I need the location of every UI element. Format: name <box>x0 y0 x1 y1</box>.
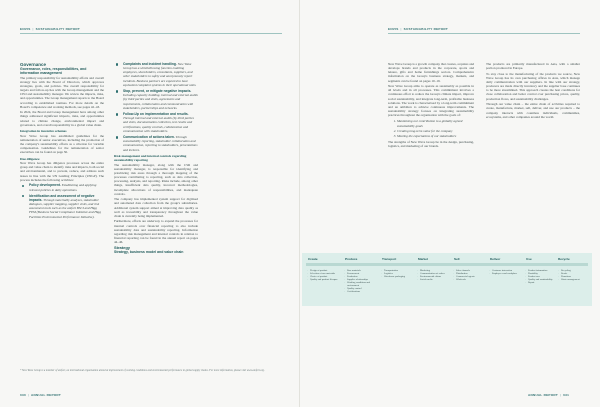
stage-deliver: Deliver <box>490 257 501 261</box>
strategy-column <box>388 62 474 150</box>
list-item: 2. Creating long-term value for the company <box>397 129 474 133</box>
due-diligence-paragraph: New Wave Group has diligence processes across the entire group and value chain to identify risks and impacts, both social and environmental, and to prevent, reduce, and address such issues in line with the UN Guiding Principles (UNGP). The process includes the following activities: <box>20 161 104 182</box>
list-item: 3. Meeting the expectations of our stakeholders <box>397 134 474 138</box>
stage-item: · Transportation <box>381 269 414 272</box>
footnote: * New Wave Group is a member of amfori, an international organisation aimed at improvement of working conditions and environmental performance in global supply chains. For more information, please visit www.amfori.org. <box>20 369 265 372</box>
stage-item: · Working conditions and environment <box>344 281 378 287</box>
stage-item: · Logistics <box>381 272 414 275</box>
stage-item: · Procurement <box>344 272 378 275</box>
stage-item: · Design of product <box>307 269 339 272</box>
stage-item: · Donations <box>558 275 590 278</box>
stage-item: · Product information <box>525 269 556 272</box>
stage-item: · Certifications <box>344 290 378 293</box>
supply-paragraph-1: The products are primarily manufactured in Asia, with a smaller portion produced in Europe. <box>486 62 580 71</box>
incentive-paragraph: New Wave Group has established guidelines for the remuneration of senior executives, including the promotion of the company's sustainability efforts as a criterion for variable compensation. Guidelines for the remuneration of senior executives can be found on page 36. <box>20 133 104 155</box>
stage-items-recycle <box>558 269 590 281</box>
stage-transport: Transport <box>382 257 397 261</box>
stage-market: Market <box>418 257 428 261</box>
list-item: 1. Maximising our contribution to a globally agreed sustainability goals <box>397 119 474 127</box>
header-rule <box>388 33 580 34</box>
stage-item: · Production <box>344 275 378 278</box>
strategy-paragraph-2: New Wave Group aims to operate as sustainably as possible in all levels and in all processes. This commitment involves a continuous effort to reduce the Group's climate impact, improve social sustainability, and integrate long-term, profitable business solutions. The work is characterised by a long-term commitment and an ambition to achieve continuous improvements. The sustainability strategy focuses on integrating sustainability practices throughout the organisation with the goals of: <box>388 84 474 118</box>
governance-column <box>20 62 104 221</box>
value-chain-stages <box>302 257 592 264</box>
stage-items-market <box>417 269 450 281</box>
stage-item: · Wholesale <box>453 278 486 281</box>
strategy-paragraph-1: New Wave Group is a growth company that creates, acquires and develops brands and products in the corporate, sports and leisure, gifts and home furnishings sectors. Comprehensive information on the Group's business strategy, markets, and segments can be found on pages 10–19. <box>388 62 475 83</box>
list-item: Identification and assessment of negative impacts. Through materiality analyses, stakeholder dialogues, supplier mapping, supplier visits, and risk assessment tools such as the amfori BSCI and Higg FEM (Business Social Compliance Initiative and Higg Facilities Environmental Performance Initiative). <box>20 194 104 219</box>
stage-recycle: Recycle <box>558 257 570 261</box>
strategy-subtitle: Strategy, business model and value chain <box>114 250 184 255</box>
stage-item: · Repair <box>525 281 556 284</box>
stage-item: · Selection of raw materials <box>307 272 339 275</box>
governance-paragraph-1: The primary responsibility for sustainability efforts and overall strategy lies with the Board of Directors, which approves strategies, goals, and policies. The overall responsibility for targets and follow-up lies with the Group management and the CEO and sustainability manager. We review the impacts, risks, and opportunities. The Group management reports to the Board according to established routines. For more details on the Board's competence and working methods, see pages 42–43. <box>20 75 104 109</box>
stage-item: · Quality and sustainability <box>525 278 556 281</box>
governance-subtitle: Governance, roles, responsibilities, and information management <box>20 67 87 76</box>
stage-item: · Product care <box>525 275 556 278</box>
stage-item: · Waste management <box>558 278 590 281</box>
stage-item: · Warehouse packaging <box>381 275 414 278</box>
supply-paragraph-2: To stay close to the manufacturing of the products we source, New Wave Group has its own purchasing offices in Asia, which manage daily communication with our suppliers. In line with our strategy, producers are made directly inventory and the supplier base continues to be more streamlined. This approach creates the best conditions for close collaboration and better control over purchasing prices, quality, production flows, and sustainability challenges. <box>486 71 580 101</box>
stage-produce: Produce <box>345 257 358 261</box>
stage-items-create <box>307 269 339 281</box>
stage-item: · Recycling <box>558 269 590 272</box>
stage-sell: Sell <box>454 257 460 261</box>
risk-paragraph-1: The sustainability manager, along with the CSR and sustainability manager, is responsible for identifying and prioritizing risk areas through a thorough mapping of the processes contributing to reporting, such as data collection, processing, analysis, and reporting. Risks include, among other things, insufficient data quality, incorrect methodologies, incomplete allocations of responsibilities, and inadequate controls. <box>114 162 198 196</box>
page-footer-left: 030 | ANNUAL REPORT <box>20 393 62 397</box>
stage-item: · Social media <box>417 278 450 281</box>
stage-item: · Commercial agents <box>453 275 486 278</box>
heading-due-diligence: Due diligence <box>20 156 40 161</box>
list-item: Policy development. Establishing and applying relevant policies in daily operations. <box>20 183 104 191</box>
due-diligence-list <box>20 183 104 218</box>
strategy-paragraph-3: The strengths of New Wave Group lie in the design, purchasing, logistics, and marketing of our brands. <box>388 140 474 149</box>
section-title-strategy: Strategy <box>114 244 131 250</box>
stage-item: · Distribution <box>453 272 486 275</box>
stage-items-produce <box>344 269 378 293</box>
running-header-left: ENVIS | SUSTAINABILITY REPORT <box>20 27 80 31</box>
stage-item: · Raw materials <box>344 269 378 272</box>
stage-item: · Quality and product lifespan <box>307 278 339 281</box>
stage-items-transport <box>381 269 414 278</box>
section-title-governance: Governance <box>20 62 47 67</box>
stage-items-use <box>525 269 556 284</box>
stage-item: · Quality control <box>344 287 378 290</box>
strategy-goals-list <box>397 119 474 138</box>
stage-create: Create <box>308 257 318 261</box>
running-header-right: ENVIS | SUSTAINABILITY REPORT <box>388 27 448 31</box>
stage-item: · Sales channels <box>453 269 486 272</box>
stage-item: · Supplier relationships <box>344 278 378 281</box>
stage-item: · Resale <box>558 272 590 275</box>
risk-paragraph-3: Furthermore, efforts are underway to expand the processes for internal controls over financial reporting to also include sustainability data and sustainability reporting. Information regarding risk management and internal controls in relation to financial reporting can be found in the annual report on pages 44–46. <box>114 219 198 245</box>
list-item: Complaints and incident handling. New Wave Group has a whistleblowing function enabling employees, shareholders, consultants, suppliers, and other stakeholders to safely and anonymously report incidents. Business partners are expected to have equivalent complaint systems in their operational units. <box>114 62 198 87</box>
page-footer-right: ANNUAL REPORT | 031 <box>528 393 570 397</box>
value-chain-diagram <box>302 253 592 306</box>
stage-item: · Customer interaction <box>489 269 522 272</box>
supply-column <box>486 62 580 120</box>
list-item: Communication of actions taken. Through sustainability reporting, stakeholder collaboration and communication, reporting to stakeholders, presentations and lectures. <box>114 135 198 152</box>
heading-incentive: Integration in incentive schemes <box>20 129 67 134</box>
header-rule <box>20 33 282 34</box>
list-item: Follow-Up on implementation and results. Through internal and external audits (by third parties and visits, documentation collection, test results and certifications, quality controls, collaboration and communication with stakeholders. <box>114 112 198 133</box>
supply-paragraph-3: Through our value chain – the entire chain of activities required to create, manufacture, market, sell, deliver, and use our products – the company interacts with countless individuals, communities, ecosystems, and other companies around the world. <box>486 102 580 119</box>
stage-item: · Durability <box>525 272 556 275</box>
stage-item: · Marketing <box>417 269 450 272</box>
risk-paragraph-2: The company has implemented system support for digitised and automated data collection from the group's subsidiaries. Additional system support aimed at improving data quality as well as traceability and transparency throughout the value chain is currently being implemented. <box>114 197 198 218</box>
right-page <box>300 0 600 407</box>
stage-items-deliver <box>489 269 522 275</box>
stage-item: · Employees and workplace <box>489 272 522 275</box>
due-diligence-list-continued <box>114 62 198 152</box>
stage-items-sell <box>453 269 486 281</box>
stage-item: · Choice of product <box>307 275 339 278</box>
stage-item: · Communication of values <box>417 272 450 275</box>
stage-use: Use <box>526 257 532 261</box>
middle-column <box>114 62 198 255</box>
stage-item: · Environmental claims <box>417 275 450 278</box>
heading-risk-management: Risk management and internal controls regarding sustainability reporting <box>114 154 187 163</box>
governance-paragraph-2: In 2024, the Board and Group management have among other things addressed significant impacts, risks, and opportunities related to climate change, environmental impact and governance, and overall responsibility in a global value chain. <box>20 110 104 127</box>
list-item: Stop, prevent, or mitigate negative impacts. Including capacity building, internal and external audits (by third parties and visits, agreements and requirements, collaboration and communication with stakeholders, partnerships and networks. <box>114 89 198 110</box>
